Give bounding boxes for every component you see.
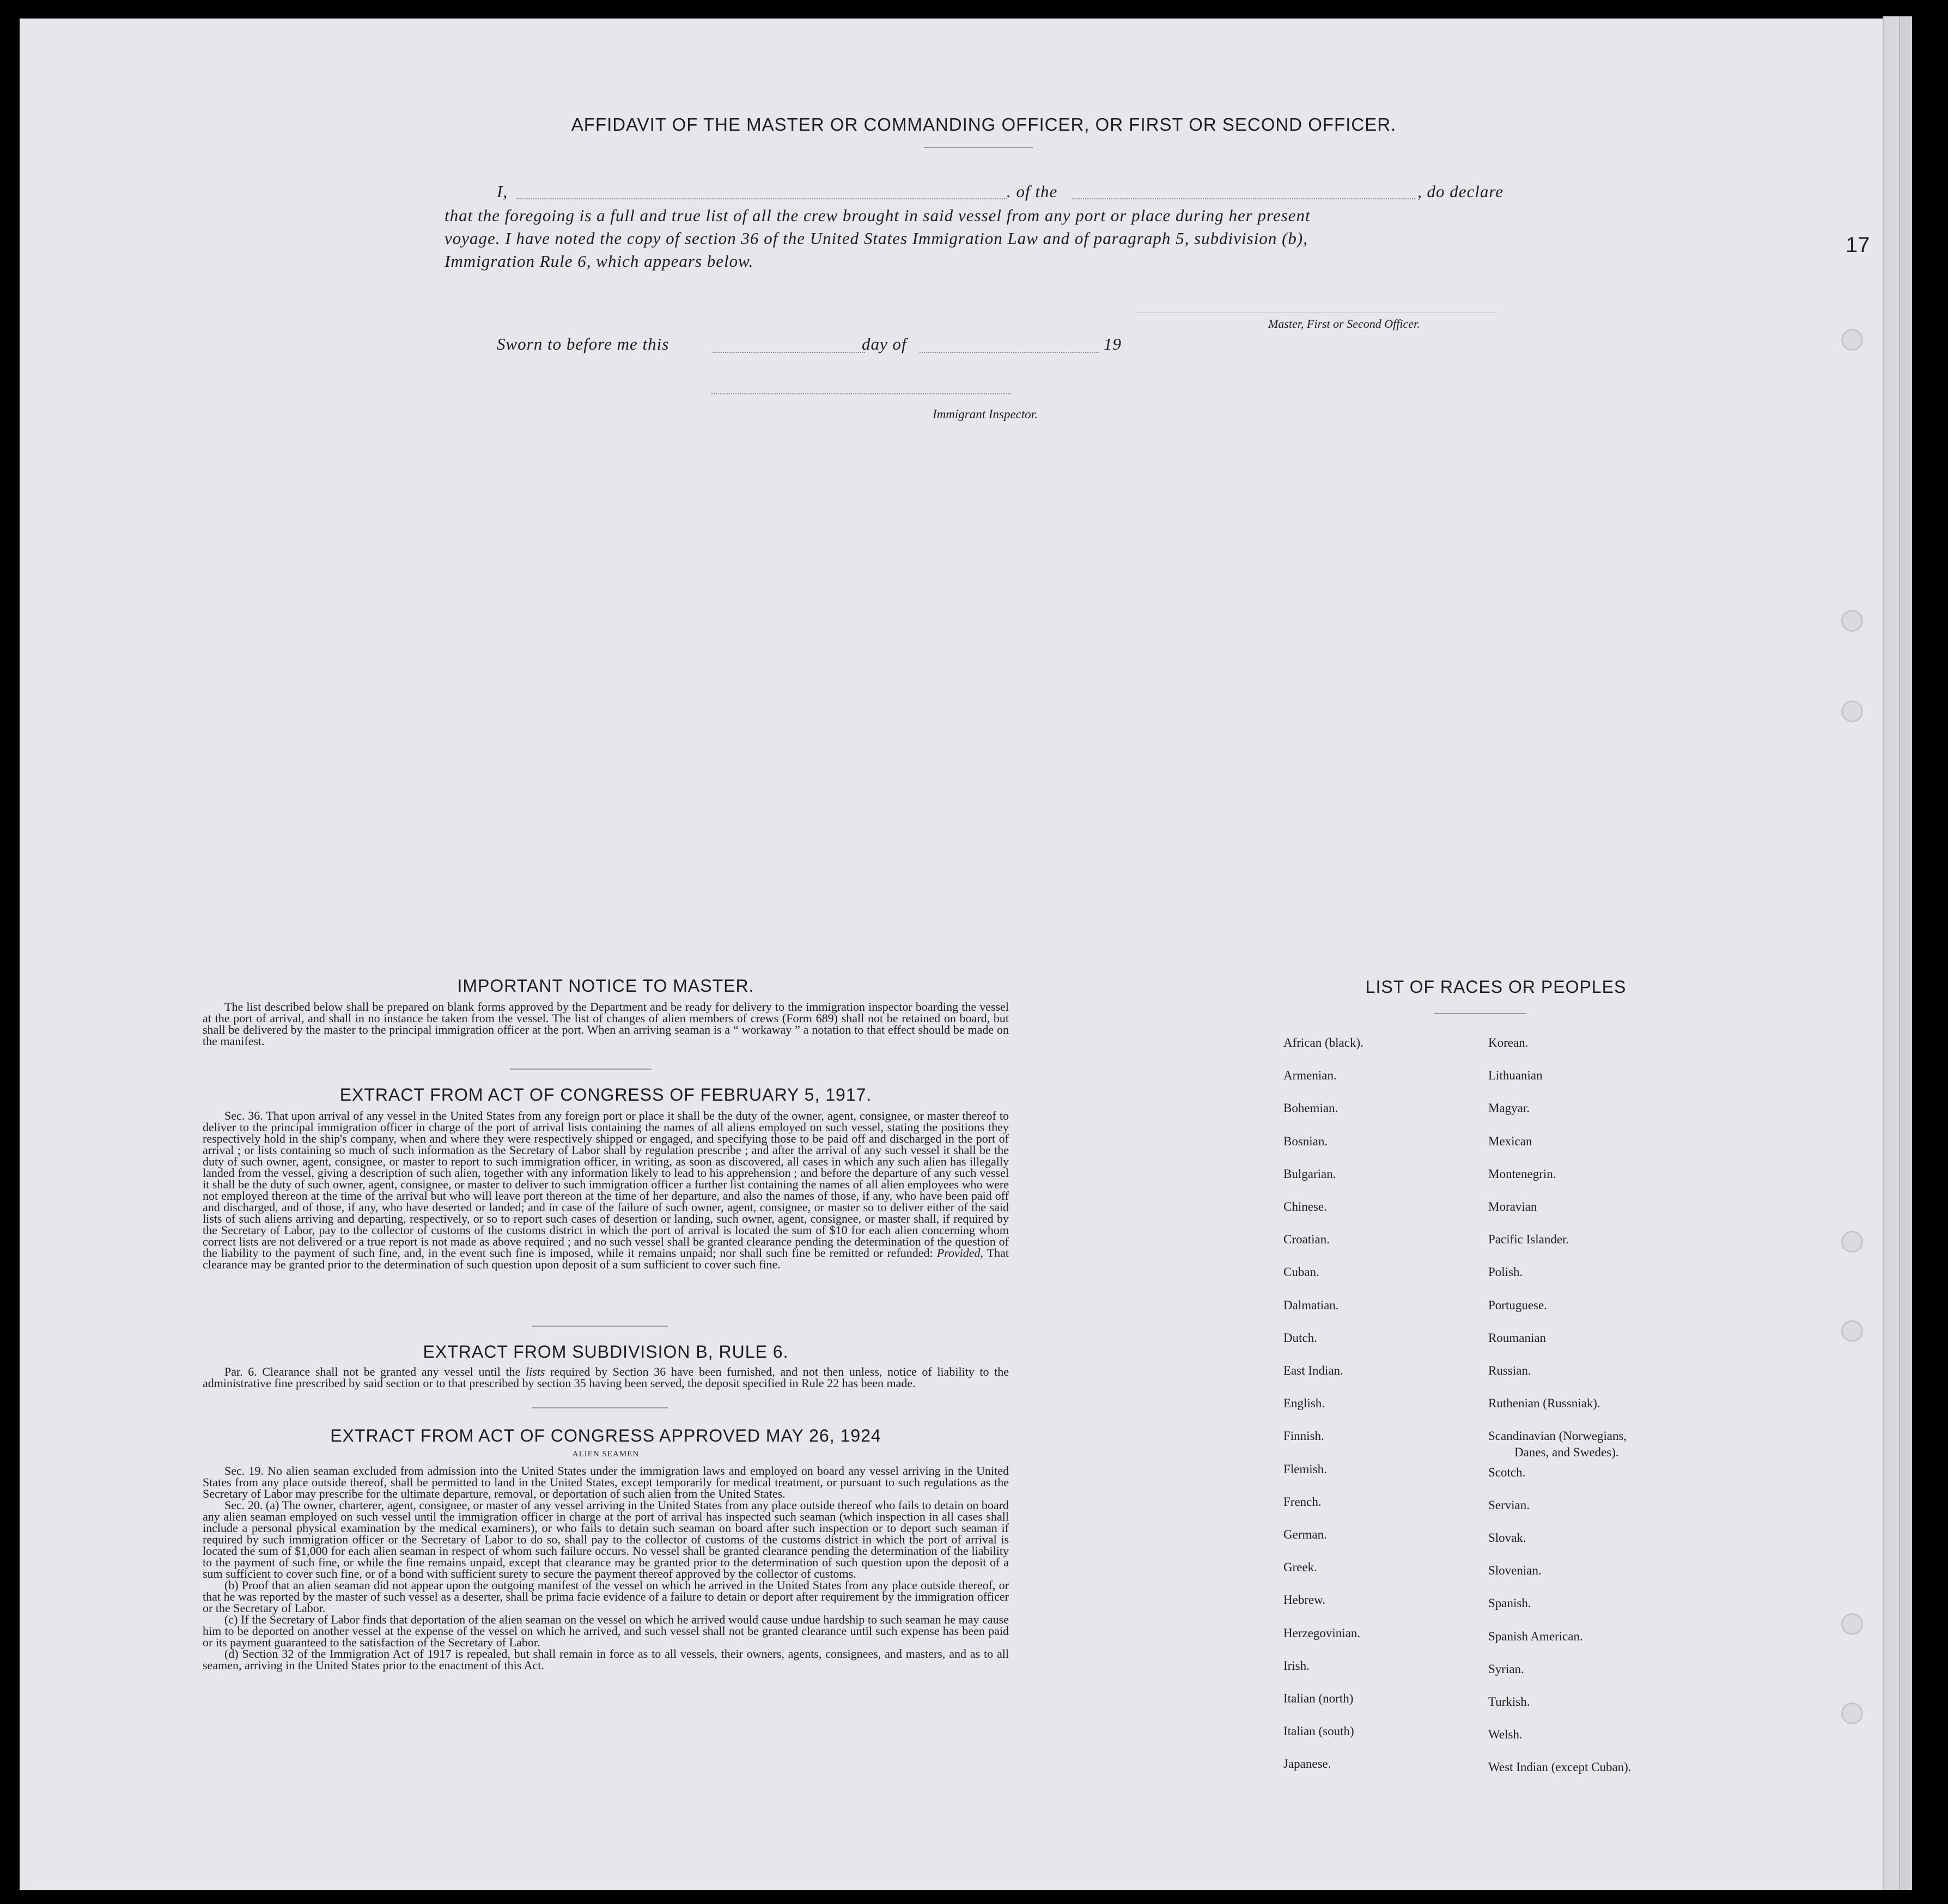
race-item-continuation: Danes, and Swedes). xyxy=(1514,1445,1619,1459)
rule6-text: Par. 6. Clearance shall not be granted any vessel until the xyxy=(224,1365,521,1378)
binder-hole xyxy=(1841,610,1863,632)
affidavit-i-label: I, xyxy=(497,182,508,201)
extract-1917-title: EXTRACT FROM ACT OF CONGRESS OF FEBRUARY 5, 1917. xyxy=(339,1085,872,1104)
affidavit-line-2: voyage. I have noted the copy of section 36 of the United States Immigration Law and of paragraph 5, subdivision (b), xyxy=(445,229,1308,248)
extract-1917-text xyxy=(203,1110,1009,1270)
extract-rule6-title: EXTRACT FROM SUBDIVISION B, RULE 6. xyxy=(423,1342,789,1362)
binder-hole xyxy=(1841,1702,1863,1724)
notice-title: IMPORTANT NOTICE TO MASTER. xyxy=(457,976,754,996)
month-blank-line xyxy=(920,352,1099,353)
race-item: Montenegrin. xyxy=(1488,1167,1556,1181)
race-item: African (black). xyxy=(1283,1036,1363,1049)
extract-1924-title: EXTRACT FROM ACT OF CONGRESS APPROVED MAY 26, 1924 xyxy=(330,1426,881,1445)
binder-hole xyxy=(1841,329,1863,351)
race-item: Lithuanian xyxy=(1488,1069,1543,1082)
lists-word: lists xyxy=(525,1365,545,1378)
race-item: West Indian (except Cuban). xyxy=(1488,1760,1632,1774)
race-item: Flemish. xyxy=(1283,1462,1327,1476)
race-item: Spanish. xyxy=(1488,1596,1531,1610)
page-mark: 17 xyxy=(1846,233,1870,257)
sec-20c-paragraph: (c) If the Secretary of Labor finds that deportation of the alien seaman on the vessel on which he arrived would cause undue hardship to such seaman he may cause him to be deported on another vessel at the expense of the vessel on which he arrived, and such vessel shall not be granted clearance until such expense has been paid or its payment guaranteed to the satisfaction of the Secretary of Labor. xyxy=(203,1613,1009,1649)
race-item: Welsh. xyxy=(1488,1728,1523,1741)
race-item: Dalmatian. xyxy=(1283,1298,1339,1312)
notice-paragraph: The list described below shall be prepared on blank forms approved by the Department and be ready for delivery to the immigration inspector boarding the vessel at the port of arrival, and shall in no instance be taken from the vessel. The list of changes of alien members of crews (Form 689) shall not be retained on board, but shall be delivered by the master to the principal immigration officer at the port. When an arriving seaman is a “ workaway ” a notation to that effect should be made on the manifest. xyxy=(203,1000,1009,1048)
race-item: German. xyxy=(1283,1528,1327,1541)
section-36-text-end: That clearance may be granted prior to the determination of such question upon deposit of a sum sufficient to cover such fine. xyxy=(203,1246,1009,1271)
of-the-label: . of the xyxy=(1007,182,1058,201)
race-item: Slovak. xyxy=(1488,1531,1526,1545)
race-item: Scotch. xyxy=(1488,1466,1526,1479)
day-blank-line xyxy=(713,352,865,353)
name-blank-line xyxy=(516,198,1007,199)
race-item: English. xyxy=(1283,1396,1325,1410)
race-item: Japanese. xyxy=(1283,1757,1331,1771)
races-title: LIST OF RACES OR PEOPLES xyxy=(1365,977,1627,997)
inspector-signature-line xyxy=(711,393,1011,394)
race-item: Cuban. xyxy=(1283,1265,1319,1279)
year-label: 19 xyxy=(1104,334,1122,353)
race-item: Greek. xyxy=(1283,1560,1317,1574)
race-item: Bulgarian. xyxy=(1283,1167,1336,1181)
provided-word: Provided, xyxy=(936,1246,984,1260)
race-item: Portuguese. xyxy=(1488,1298,1547,1312)
race-item: Polish. xyxy=(1488,1265,1523,1279)
divider xyxy=(532,1407,668,1408)
race-item: Syrian. xyxy=(1488,1662,1524,1676)
divider xyxy=(532,1326,668,1327)
binder-hole xyxy=(1841,1613,1863,1635)
document-page xyxy=(20,19,1883,1890)
sec-20d-paragraph: (d) Section 32 of the Immigration Act of 1917 is repealed, but shall remain in force as to all vessels, their owners, agents, consignees, and masters, and as to all seamen, arriving in the United States prior to the enactment of this Act. xyxy=(203,1647,1009,1672)
race-item: Magyar. xyxy=(1488,1101,1530,1115)
race-item: Mexican xyxy=(1488,1134,1532,1148)
extract-1924-subtitle: ALIEN SEAMEN xyxy=(572,1450,640,1458)
extract-rule6-paragraph xyxy=(203,1366,1009,1389)
affidavit-title: AFFIDAVIT OF THE MASTER OR COMMANDING OFFICER, OR FIRST OR SECOND OFFICER. xyxy=(571,114,1397,135)
race-item: Servian. xyxy=(1488,1498,1530,1512)
divider xyxy=(924,147,1033,148)
sec-20a-paragraph: Sec. 20. (a) The owner, charterer, agent, consignee, or master of any vessel arriving in the United States from any place outside thereof who fails to detain on board any alien seaman employed on such vessel until the immigration officer in charge at the port of arrival has inspected such seaman (which inspection in all cases shall include a personal physical examination by the medical examiners), or who fails to detain such seaman on board after such inspection or to deport such seaman if required by such immigration officer or the Secretary of Labor to do so, shall pay to the collector of customs of the customs district in which the port of arrival is located the sum of $1,000 for each alien seaman in respect of whom such failure occurs. No vessel shall be granted clearance pending the determination of the liability to the payment of such fine, or while the fine remains unpaid, except that clearance may be granted prior to the determination of such question upon the deposit of a sum sufficient to cover such fine, or of a bond with sufficient surety to secure the payment thereof approved by the collector of customs. xyxy=(203,1498,1009,1580)
page-edge xyxy=(1899,16,1912,1890)
race-item: Turkish. xyxy=(1488,1695,1530,1708)
inspector-signature-label: Immigrant Inspector. xyxy=(933,407,1038,421)
race-item: Chinese. xyxy=(1283,1200,1327,1213)
race-item: Hebrew. xyxy=(1283,1593,1326,1607)
section-36-text: Sec. 36. That upon arrival of any vessel in the United States from any foreign port or place it shall be the duty of the owner, agent, consignee, or master thereof to deliver to the principal immigration officer in charge of the port of arrival lists containing the names of all aliens employed on such vessel, stating the positions they respectively hold in the ship's company, when and where they were respectively shipped or engaged, and specifying those to be paid off and discharged in the port of arrival ; or lists containing so much of such information as the Secretary of Labor shall by regulation prescribe ; and after the arrival of any such vessel it shall be the duty of such owner, agent, consignee, or master to report to such immigration officer, in writing, as soon as discovered, all cases in which any such alien has illegally landed from the vessel, giving a description of such alien, together with any information likely to lead to his apprehension ; and before the departure of any such vessel it shall be the duty of such owner, agent, consignee, or master to deliver to such immigration officer a further list containing the names of all alien employees who were not employed thereon at the time of the arrival but who will leave port thereon at the time of her departure, and also the names of those, if any, who have been paid off and discharged, and of those, if any, who have deserted or landed; and in case of the failure of such owner, agent, consignee, or master so to deliver either of the said lists of such aliens arriving and departing, respectively, or so to report such cases of desertion or landing, such owner, agent, consignee, or master shall, if required by the Secretary of Labor, pay to the collector of customs of the customs district in which the port of arrival is located the sum of $10 for each alien concerning whom correct lists are not delivered or a true report is not made as above required ; and no such vessel shall be granted clearance pending the determination of the question of the liability to the payment of such fine, and, in the event such fine is imposed, while it remains unpaid; nor shall such fine be remitted or refunded: xyxy=(203,1109,1009,1260)
binder-hole xyxy=(1841,1231,1863,1253)
sec-20b-paragraph: (b) Proof that an alien seaman did not appear upon the outgoing manifest of the vessel on which he arrived in the United States from any place outside thereof, or that he was reported by the master of such vessel as a deserter, shall be prima facie evidence of a failure to detain or deport after requirement by the immigration officer or the Secretary of Labor. xyxy=(203,1578,1009,1615)
extract-1917-paragraph xyxy=(203,1110,1009,1270)
race-item: Finnish. xyxy=(1283,1429,1324,1443)
race-item: Croatian. xyxy=(1283,1232,1330,1246)
race-item: Bohemian. xyxy=(1283,1101,1338,1115)
divider xyxy=(510,1069,652,1070)
race-item: Herzegovinian. xyxy=(1283,1626,1361,1640)
race-item: Italian (north) xyxy=(1283,1692,1354,1705)
race-item: Spanish American. xyxy=(1488,1630,1583,1643)
race-item: Italian (south) xyxy=(1283,1724,1354,1738)
extract-1924-text xyxy=(203,1465,1009,1671)
divider xyxy=(1434,1013,1526,1014)
race-item: Slovenian. xyxy=(1488,1564,1542,1577)
sworn-label: Sworn to before me this xyxy=(497,334,669,353)
race-item: Korean. xyxy=(1488,1036,1529,1049)
race-item: Bosnian. xyxy=(1283,1134,1328,1148)
sec-19-paragraph: Sec. 19. No alien seaman excluded from admission into the United States under the immigration laws and employed on board any vessel arriving in the United States from any place outside thereof, shall be permitted to land in the United States, except temporarily for medical treatment, or pursuant to such regulations as the Secretary of Labor may prescribe for the ultimate departure, removal, or deportation of such alien from the United States. xyxy=(203,1464,1009,1500)
vessel-blank-line xyxy=(1072,198,1415,199)
day-of-label: day of xyxy=(862,334,907,353)
notice-text xyxy=(203,1001,1009,1047)
binder-hole xyxy=(1841,1320,1863,1342)
extract-rule6-text xyxy=(203,1366,1009,1389)
do-declare-label: , do declare xyxy=(1417,182,1504,201)
master-signature-label: Master, First or Second Officer. xyxy=(1268,317,1420,331)
binder-hole xyxy=(1841,700,1863,722)
affidavit-line-1: that the foregoing is a full and true list of all the crew brought in said vessel from any port or place during her present xyxy=(445,206,1311,225)
rule6-text-end: required by Section 36 have been furnished, and not then unless, notice of liability to the administrative fine prescribed by said section or to that prescribed by section 35 having been served, the deposit specified in Rule 22 has been made. xyxy=(203,1365,1009,1390)
race-item: Moravian xyxy=(1488,1200,1537,1213)
race-item: Ruthenian (Russniak). xyxy=(1488,1396,1600,1410)
affidavit-line-3: Immigration Rule 6, which appears below. xyxy=(445,252,754,271)
page-edge xyxy=(1883,16,1900,1890)
race-item: Armenian. xyxy=(1283,1069,1337,1082)
race-item: Dutch. xyxy=(1283,1331,1317,1345)
race-item: Irish. xyxy=(1283,1659,1310,1673)
race-item: Pacific Islander. xyxy=(1488,1232,1569,1246)
race-item: East Indian. xyxy=(1283,1364,1343,1377)
race-item: Russian. xyxy=(1488,1364,1531,1377)
race-item: Roumanian xyxy=(1488,1331,1547,1345)
race-item: Scandinavian (Norwegians, xyxy=(1488,1429,1627,1443)
race-item: French. xyxy=(1283,1495,1322,1509)
